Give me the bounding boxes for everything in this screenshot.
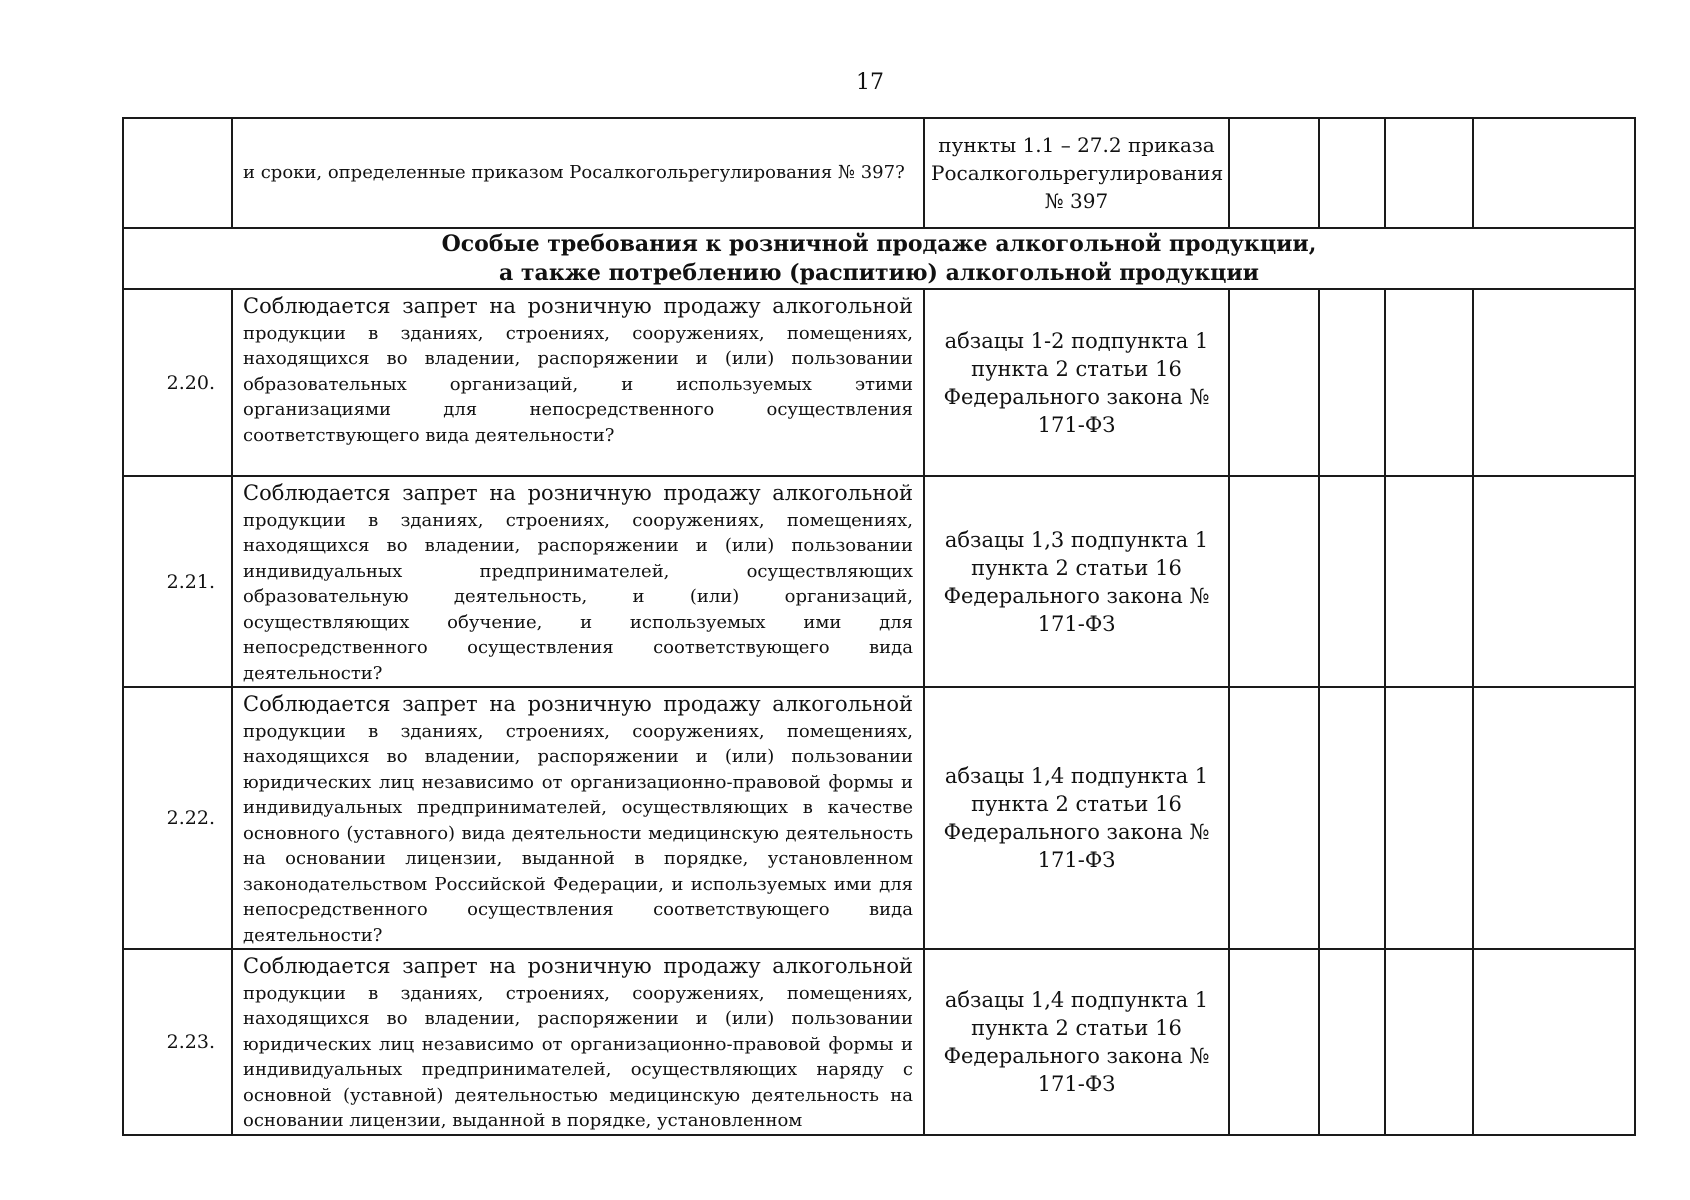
page-number: 17 xyxy=(856,70,884,95)
empty-cell xyxy=(1229,289,1319,476)
question-lead: Соблюдается запрет на розничную продажу алкогольной xyxy=(243,481,913,505)
empty-cell xyxy=(1229,476,1319,687)
question-text: продукции в зданиях, строениях, сооружениях, помещениях, находящихся во владении, распоряжении и (или) пользовании образовательных организаций, и используемых этими организациями для непосредственного осуществления соответствующего вида деятельности? xyxy=(243,322,913,446)
question-lead: Соблюдается запрет на розничную продажу алкогольной xyxy=(243,294,913,318)
empty-cell xyxy=(1385,687,1473,949)
question-text: продукции в зданиях, строениях, сооружениях, помещениях, находящихся во владении, распоряжении и (или) пользовании индивидуальных предпринимателей, осуществляющих образовательную деятельность, и (или) организаций, осуществляющих обучение, и используемых ими для непосредственного осуществления соответствующего вида деятельности? xyxy=(243,509,913,684)
empty-cell xyxy=(1385,289,1473,476)
question-text: и сроки, определенные приказом Росалкогольрегулирования № 397? xyxy=(243,162,905,184)
empty-cell xyxy=(1385,476,1473,687)
question-cell xyxy=(232,476,924,687)
question-cell xyxy=(232,289,924,476)
question-cell xyxy=(232,687,924,949)
question-text: продукции в зданиях, строениях, сооружениях, помещениях, находящихся во владении, распоряжении и (или) пользовании юридических лиц независимо от организационно-правовой формы и индивидуальных предпринимателей, осуществляющих наряду с основной (уставной) деятельностью медицинскую деятельность на основании лицензии, выданной в порядке, установленном xyxy=(243,982,913,1131)
reference-cell: абзацы 1,3 подпункта 1 пункта 2 статьи 16 Федерального закона № 171-ФЗ xyxy=(924,476,1229,687)
question-lead: Соблюдается запрет на розничную продажу алкогольной xyxy=(243,954,913,978)
question-lead: Соблюдается запрет на розничную продажу алкогольной xyxy=(243,692,913,716)
empty-cell xyxy=(1473,687,1635,949)
question-cell xyxy=(232,949,924,1135)
reference-cell: абзацы 1,4 подпункта 1 пункта 2 статьи 16 Федерального закона № 171-ФЗ xyxy=(924,687,1229,949)
empty-cell xyxy=(1229,687,1319,949)
row-number: 2.21. xyxy=(123,476,232,687)
row-number: 2.20. xyxy=(123,289,232,476)
reference-text: пункты 1.1 – 27.2 приказа Росалкогольрегулирования № 397 xyxy=(931,133,1224,213)
empty-cell xyxy=(1385,949,1473,1135)
reference-cell xyxy=(924,118,1229,228)
empty-cell xyxy=(1319,949,1385,1135)
empty-cell xyxy=(1473,118,1635,228)
empty-cell xyxy=(1319,476,1385,687)
row-number: 2.23. xyxy=(123,949,232,1135)
empty-cell xyxy=(1473,949,1635,1135)
checklist-table xyxy=(122,117,1636,1136)
table-row-continuation xyxy=(123,118,1635,228)
table-row xyxy=(123,687,1635,949)
empty-cell xyxy=(1473,289,1635,476)
number-cell xyxy=(123,118,232,228)
empty-cell xyxy=(1319,118,1385,228)
section-heading-line2: а также потреблению (распитию) алкогольной продукции xyxy=(499,259,1259,286)
question-text: продукции в зданиях, строениях, сооружениях, помещениях, находящихся во владении, распоряжении и (или) пользовании юридических лиц независимо от организационно-правовой формы и индивидуальных предпринимателей, осуществляющих в качестве основного (уставного) вида деятельности медицинскую деятельность на основании лицензии, выданной в порядке, установленном законодательством Российской Федерации, и используемых ими для непосредственного осуществления соответствующего вида деятельности? xyxy=(243,720,913,946)
empty-cell xyxy=(1319,289,1385,476)
empty-cell xyxy=(1319,687,1385,949)
table-row xyxy=(123,476,1635,687)
table-row xyxy=(123,289,1635,476)
reference-cell: абзацы 1,4 подпункта 1 пункта 2 статьи 16 Федерального закона № 171-ФЗ xyxy=(924,949,1229,1135)
empty-cell xyxy=(1229,949,1319,1135)
section-heading xyxy=(123,228,1635,289)
section-heading-line1: Особые требования к розничной продаже алкогольной продукции, xyxy=(441,230,1317,257)
empty-cell xyxy=(1229,118,1319,228)
table-row xyxy=(123,949,1635,1135)
section-heading-row xyxy=(123,228,1635,289)
empty-cell xyxy=(1473,476,1635,687)
reference-cell: абзацы 1-2 подпункта 1 пункта 2 статьи 16 Федерального закона № 171-ФЗ xyxy=(924,289,1229,476)
row-number: 2.22. xyxy=(123,687,232,949)
empty-cell xyxy=(1385,118,1473,228)
question-cell xyxy=(232,118,924,228)
